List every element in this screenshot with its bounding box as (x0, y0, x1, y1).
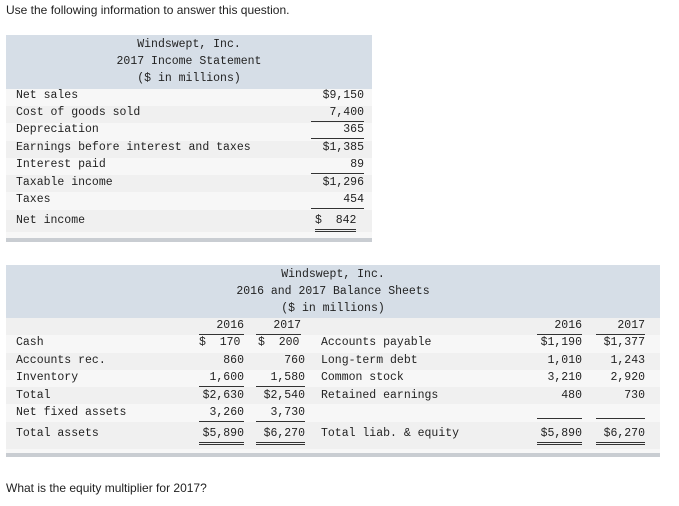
asset-row-2016: $ 170 (199, 336, 241, 349)
liability-row-label: Total liab. & equity (321, 427, 460, 440)
liability-row-label: Long-term debt (321, 354, 418, 367)
liability-row-2016: 3,210 (547, 371, 582, 384)
liability-row-label: Retained earnings (321, 389, 439, 402)
assets-year-2016-header: 2016 (199, 317, 244, 335)
liability-underline-2017 (596, 418, 645, 419)
income-row-value: $1,385 (322, 141, 364, 154)
income-row-label: Cost of goods sold (16, 106, 141, 119)
income-row-label: Taxes (16, 193, 51, 206)
income-row-value: 89 (311, 156, 364, 174)
balance-table-bottom-border (6, 453, 660, 457)
question-text: What is the equity multiplier for 2017? (6, 481, 207, 495)
liability-row-2017: $1,377 (603, 336, 645, 349)
assets-year-2017-header: 2017 (256, 317, 301, 335)
liability-row-2016: $1,190 (540, 336, 582, 349)
liability-row-2017: 2,920 (610, 371, 645, 384)
balance-units: ($ in millions) (281, 302, 385, 315)
income-row-label: Earnings before interest and taxes (16, 141, 251, 154)
income-statement-table (6, 35, 372, 240)
asset-row-2017: 1,580 (256, 369, 305, 387)
asset-row-2017: $ 200 (258, 336, 300, 349)
liability-row-label: Common stock (321, 371, 404, 384)
income-row-value: 454 (311, 191, 364, 209)
income-row-value: $ 842 (315, 212, 356, 232)
liability-row-2017: 730 (624, 389, 645, 402)
income-row-label: Taxable income (16, 176, 113, 189)
income-row-value: $1,296 (322, 176, 364, 189)
asset-row-label: Accounts rec. (16, 354, 106, 367)
liability-row-label: Accounts payable (321, 336, 432, 349)
asset-row-2017: 760 (284, 354, 305, 367)
liability-row-2016: 1,010 (547, 354, 582, 367)
balance-sheet-title: 2016 and 2017 Balance Sheets (236, 285, 430, 298)
asset-row-2017: $2,540 (263, 389, 305, 402)
income-units: ($ in millions) (137, 72, 241, 85)
income-row-value: 7,400 (311, 104, 364, 122)
asset-row-2016: 860 (223, 354, 244, 367)
asset-row-label: Total assets (16, 427, 99, 440)
income-company-name: Windswept, Inc. (137, 38, 241, 51)
asset-row-2017: 3,730 (256, 404, 305, 422)
asset-row-label: Net fixed assets (16, 406, 127, 419)
liability-row-2016: 480 (561, 389, 582, 402)
asset-row-label: Cash (16, 336, 44, 349)
liability-row-2017: $6,270 (596, 425, 645, 445)
income-statement-title: 2017 Income Statement (116, 55, 262, 68)
asset-row-2016: $5,890 (199, 425, 244, 445)
income-row-value: $9,150 (322, 89, 364, 102)
income-row-label: Net income (16, 214, 86, 227)
asset-row-2017: $6,270 (256, 425, 305, 445)
balance-company-name: Windswept, Inc. (281, 268, 385, 281)
liability-row-2016: $5,890 (537, 425, 582, 445)
asset-row-label: Total (16, 389, 51, 402)
income-row-label: Interest paid (16, 158, 106, 171)
liability-underline-2016 (537, 418, 582, 419)
income-statement-header (6, 35, 372, 89)
balance-sheet-table (6, 265, 660, 455)
intro-text: Use the following information to answer this question. (6, 3, 290, 17)
asset-row-2016: $2,630 (202, 389, 244, 402)
liab-year-2017-header: 2017 (596, 317, 645, 335)
asset-row-2016: 1,600 (199, 369, 244, 387)
income-row-label: Depreciation (16, 123, 99, 136)
liability-row-2017: 1,243 (610, 354, 645, 367)
asset-row-label: Inventory (16, 371, 79, 384)
income-row-value: 365 (311, 121, 364, 139)
income-table-bottom-border (6, 238, 372, 242)
asset-row-2016: 3,260 (199, 404, 244, 422)
liab-year-2016-header: 2016 (537, 317, 582, 335)
balance-sheet-header (6, 265, 660, 318)
income-row-label: Net sales (16, 89, 79, 102)
